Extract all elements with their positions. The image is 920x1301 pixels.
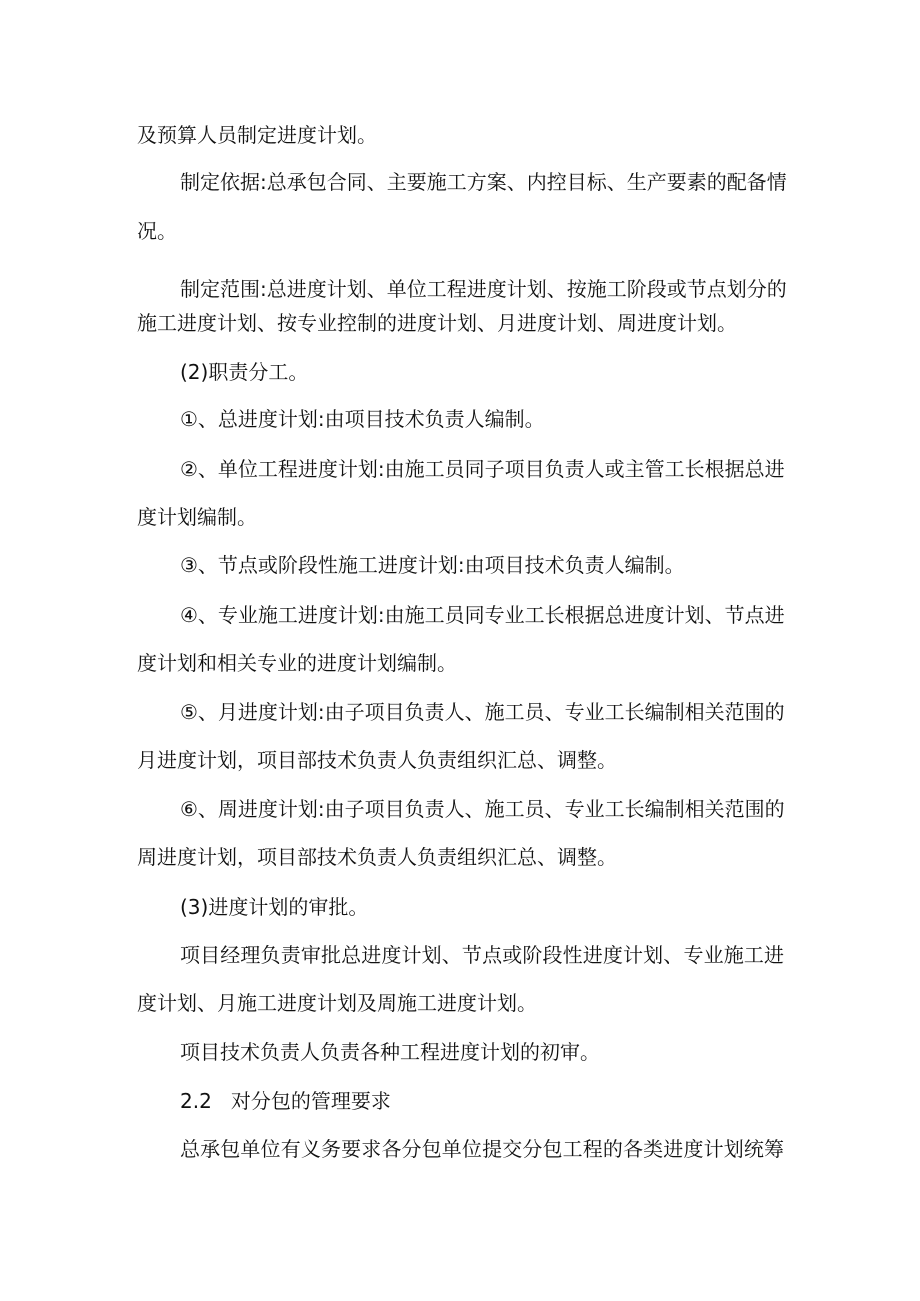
text-line-14: 月进度计划，项目部技术负责人负责组织汇总、调整。 [137, 748, 617, 772]
section-heading-2-2: 2.2 对分包的管理要求 [180, 1089, 391, 1113]
text-line-8: ②、单位工程进度计划:由施工员同子项目负责人或主管工长根据总进 [180, 457, 785, 481]
text-line-15: ⑥、周进度计划:由子项目负责人、施工员、专业工长编制相关范围的 [180, 797, 785, 821]
text-line-5: 施工进度计划、按专业控制的进度计划、月进度计划、周进度计划。 [137, 311, 737, 335]
text-line-9: 度计划编制。 [137, 505, 257, 529]
section-heading-2: (2)职责分工。 [180, 360, 309, 384]
section-heading-3: (3)进度计划的审批。 [180, 895, 369, 919]
text-line-11: ④、专业施工进度计划:由施工员同专业工长根据总进度计划、节点进 [180, 603, 785, 627]
text-line-16: 周进度计划，项目部技术负责人负责组织汇总、调整。 [137, 845, 617, 869]
text-line-18: 项目经理负责审批总进度计划、节点或阶段性进度计划、专业施工进 [180, 943, 784, 967]
text-line-12: 度计划和相关专业的进度计划编制。 [137, 651, 457, 675]
text-line-7: ①、总进度计划:由项目技术负责人编制。 [180, 407, 545, 431]
text-line-3: 况。 [137, 219, 177, 243]
text-line-2: 制定依据:总承包合同、主要施工方案、内控目标、生产要素的配备情 [180, 170, 787, 194]
text-line-1: 及预算人员制定进度计划。 [137, 123, 377, 147]
text-line-10: ③、节点或阶段性施工进度计划:由项目技术负责人编制。 [180, 553, 685, 577]
text-line-4: 制定范围:总进度计划、单位工程进度计划、按施工阶段或节点划分的 [180, 277, 787, 301]
text-line-22: 总承包单位有义务要求各分包单位提交分包工程的各类进度计划统筹 [180, 1137, 784, 1161]
text-line-19: 度计划、月施工进度计划及周施工进度计划。 [137, 991, 537, 1015]
text-line-20: 项目技术负责人负责各种工程进度计划的初审。 [180, 1040, 600, 1064]
text-line-13: ⑤、月进度计划:由子项目负责人、施工员、专业工长编制相关范围的 [180, 700, 785, 724]
